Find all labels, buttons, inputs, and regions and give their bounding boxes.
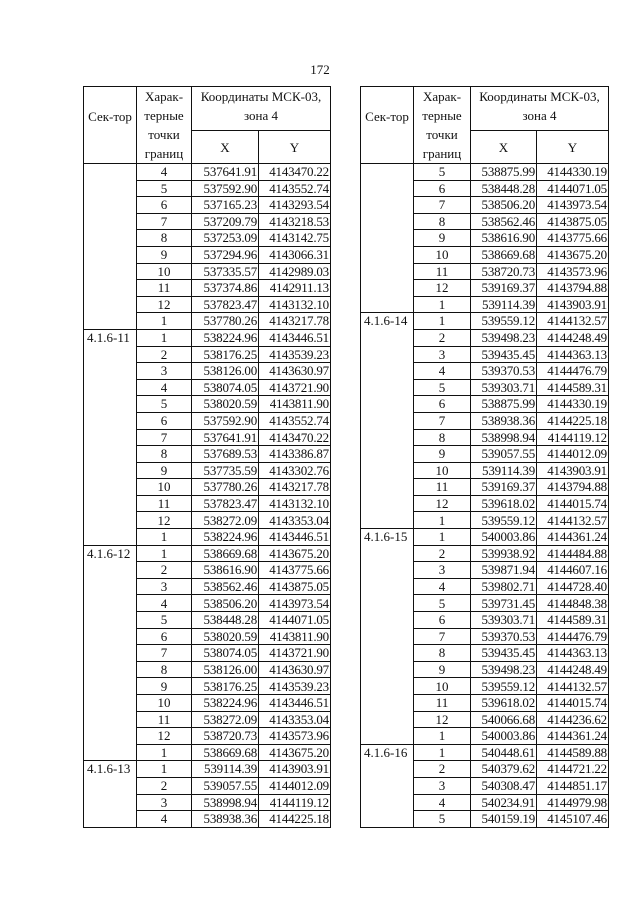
y-coordinate-cell: 4143353.04 <box>259 512 331 529</box>
point-number-cell: 6 <box>414 612 471 629</box>
point-number-cell: 8 <box>414 429 471 446</box>
y-coordinate-cell: 4144132.57 <box>537 678 609 695</box>
y-coordinate-cell: 4143470.22 <box>259 164 331 181</box>
x-coordinate-cell: 539498.23 <box>471 329 537 346</box>
y-coordinate-cell: 4143903.91 <box>259 761 331 778</box>
x-coordinate-cell: 540234.91 <box>471 794 537 811</box>
x-coordinate-cell: 538272.09 <box>192 711 259 728</box>
sector-cell: 4.1.6-12 <box>84 545 137 761</box>
point-number-cell: 4 <box>137 379 192 396</box>
x-coordinate-cell: 538074.05 <box>192 379 259 396</box>
x-coordinate-cell: 537253.09 <box>192 230 259 247</box>
point-number-cell: 1 <box>137 761 192 778</box>
point-number-cell: 4 <box>137 811 192 828</box>
x-coordinate-cell: 537165.23 <box>192 197 259 214</box>
point-number-cell: 2 <box>137 777 192 794</box>
y-coordinate-cell: 4143630.97 <box>259 363 331 380</box>
x-coordinate-cell: 537294.96 <box>192 246 259 263</box>
point-number-cell: 1 <box>414 744 471 761</box>
point-number-cell: 1 <box>137 529 192 546</box>
point-number-cell: 5 <box>137 180 192 197</box>
point-number-cell: 2 <box>414 329 471 346</box>
x-coordinate-cell: 539114.39 <box>192 761 259 778</box>
point-number-cell: 2 <box>137 346 192 363</box>
point-number-cell: 10 <box>137 479 192 496</box>
y-coordinate-cell: 4143794.88 <box>537 280 609 297</box>
y-coordinate-cell: 4144728.40 <box>537 578 609 595</box>
x-coordinate-cell: 539618.02 <box>471 695 537 712</box>
x-coordinate-cell: 539370.53 <box>471 363 537 380</box>
y-coordinate-cell: 4144012.09 <box>537 446 609 463</box>
y-coordinate-cell: 4143903.91 <box>537 296 609 313</box>
point-number-cell: 12 <box>414 280 471 297</box>
point-number-cell: 5 <box>414 164 471 181</box>
points-header: Харак-терные точки границ <box>414 87 471 164</box>
x-coordinate-cell: 537209.79 <box>192 213 259 230</box>
y-coordinate-cell: 4144132.57 <box>537 512 609 529</box>
x-coordinate-cell: 538126.00 <box>192 661 259 678</box>
table-row <box>84 164 331 181</box>
y-coordinate-cell: 4143721.90 <box>259 379 331 396</box>
y-coordinate-cell: 4143293.54 <box>259 197 331 214</box>
x-coordinate-cell: 537780.26 <box>192 313 259 330</box>
y-header: Y <box>259 131 331 164</box>
point-number-cell: 5 <box>414 379 471 396</box>
point-number-cell: 2 <box>414 761 471 778</box>
x-coordinate-cell: 539498.23 <box>471 661 537 678</box>
x-coordinate-cell: 539169.37 <box>471 280 537 297</box>
x-coordinate-cell: 539871.94 <box>471 562 537 579</box>
y-coordinate-cell: 4144071.05 <box>537 180 609 197</box>
x-coordinate-cell: 538272.09 <box>192 512 259 529</box>
y-coordinate-cell: 4143142.75 <box>259 230 331 247</box>
x-coordinate-cell: 538669.68 <box>471 246 537 263</box>
coordinates-header: Координаты МСК-03, зона 4 <box>471 87 609 131</box>
x-coordinate-cell: 539057.55 <box>192 777 259 794</box>
x-coordinate-cell: 539435.45 <box>471 346 537 363</box>
point-number-cell: 9 <box>414 230 471 247</box>
x-coordinate-cell: 539435.45 <box>471 645 537 662</box>
sector-cell: 4.1.6-16 <box>361 744 414 827</box>
y-coordinate-cell: 4143675.20 <box>537 246 609 263</box>
point-number-cell: 1 <box>414 296 471 313</box>
point-number-cell: 10 <box>414 678 471 695</box>
point-number-cell: 10 <box>414 462 471 479</box>
sector-cell: 4.1.6-14 <box>361 313 414 529</box>
point-number-cell: 1 <box>137 744 192 761</box>
x-coordinate-cell: 539559.12 <box>471 678 537 695</box>
x-coordinate-cell: 537735.59 <box>192 462 259 479</box>
x-coordinate-cell: 537823.47 <box>192 296 259 313</box>
point-number-cell: 3 <box>414 562 471 579</box>
y-coordinate-cell: 4143875.05 <box>537 213 609 230</box>
point-number-cell: 7 <box>137 645 192 662</box>
x-coordinate-cell: 540308.47 <box>471 777 537 794</box>
y-coordinate-cell: 4144132.57 <box>537 313 609 330</box>
x-coordinate-cell: 537592.90 <box>192 180 259 197</box>
y-coordinate-cell: 4144330.19 <box>537 164 609 181</box>
y-coordinate-cell: 4143811.90 <box>259 396 331 413</box>
x-coordinate-cell: 540003.86 <box>471 529 537 546</box>
left-table-body <box>84 164 331 828</box>
x-coordinate-cell: 537374.86 <box>192 280 259 297</box>
y-coordinate-cell: 4143132.10 <box>259 296 331 313</box>
y-coordinate-cell: 4143675.20 <box>259 744 331 761</box>
x-coordinate-cell: 538126.00 <box>192 363 259 380</box>
x-coordinate-cell: 539618.02 <box>471 495 537 512</box>
sector-cell <box>361 164 414 313</box>
y-coordinate-cell: 4144015.74 <box>537 495 609 512</box>
point-number-cell: 1 <box>137 329 192 346</box>
x-coordinate-cell: 538176.25 <box>192 346 259 363</box>
point-number-cell: 7 <box>137 213 192 230</box>
x-coordinate-cell: 540003.86 <box>471 728 537 745</box>
y-coordinate-cell: 4143470.22 <box>259 429 331 446</box>
y-coordinate-cell: 4143446.51 <box>259 695 331 712</box>
y-coordinate-cell: 4143573.96 <box>537 263 609 280</box>
point-number-cell: 11 <box>414 479 471 496</box>
y-coordinate-cell: 4143794.88 <box>537 479 609 496</box>
point-number-cell: 5 <box>414 595 471 612</box>
point-number-cell: 12 <box>414 495 471 512</box>
y-coordinate-cell: 4143973.54 <box>259 595 331 612</box>
sector-cell: 4.1.6-13 <box>84 761 137 827</box>
point-number-cell: 4 <box>414 363 471 380</box>
point-number-cell: 11 <box>137 280 192 297</box>
x-header: X <box>192 131 259 164</box>
point-number-cell: 1 <box>137 313 192 330</box>
y-coordinate-cell: 4144248.49 <box>537 661 609 678</box>
point-number-cell: 5 <box>414 811 471 828</box>
y-coordinate-cell: 4144361.24 <box>537 529 609 546</box>
y-coordinate-cell: 4144589.31 <box>537 379 609 396</box>
point-number-cell: 1 <box>414 529 471 546</box>
sector-cell: 4.1.6-11 <box>84 329 137 545</box>
x-coordinate-cell: 540448.61 <box>471 744 537 761</box>
table-row <box>361 164 609 181</box>
point-number-cell: 12 <box>137 728 192 745</box>
point-number-cell: 9 <box>137 678 192 695</box>
table-row <box>84 761 331 778</box>
y-coordinate-cell: 4144012.09 <box>259 777 331 794</box>
y-coordinate-cell: 4144363.13 <box>537 645 609 662</box>
x-coordinate-cell: 539559.12 <box>471 512 537 529</box>
point-number-cell: 5 <box>137 396 192 413</box>
y-coordinate-cell: 4143446.51 <box>259 329 331 346</box>
point-number-cell: 4 <box>137 164 192 181</box>
x-coordinate-cell: 538875.99 <box>471 164 537 181</box>
point-number-cell: 4 <box>137 595 192 612</box>
point-number-cell: 6 <box>137 628 192 645</box>
x-coordinate-cell: 540066.68 <box>471 711 537 728</box>
x-coordinate-cell: 538562.46 <box>192 578 259 595</box>
sector-header: Сек-тор <box>361 87 414 164</box>
x-coordinate-cell: 538562.46 <box>471 213 537 230</box>
x-coordinate-cell: 538448.28 <box>471 180 537 197</box>
x-coordinate-cell: 538506.20 <box>192 595 259 612</box>
table-row <box>361 744 609 761</box>
x-coordinate-cell: 538506.20 <box>471 197 537 214</box>
point-number-cell: 8 <box>137 446 192 463</box>
y-coordinate-cell: 4143217.78 <box>259 313 331 330</box>
point-number-cell: 3 <box>414 346 471 363</box>
y-coordinate-cell: 4143552.74 <box>259 180 331 197</box>
y-coordinate-cell: 4144225.18 <box>537 412 609 429</box>
y-coordinate-cell: 4143218.53 <box>259 213 331 230</box>
right-coordinates-table <box>360 86 609 828</box>
x-coordinate-cell: 540379.62 <box>471 761 537 778</box>
x-coordinate-cell: 538176.25 <box>192 678 259 695</box>
y-coordinate-cell: 4144476.79 <box>537 628 609 645</box>
y-coordinate-cell: 4143875.05 <box>259 578 331 595</box>
y-coordinate-cell: 4144484.88 <box>537 545 609 562</box>
x-coordinate-cell: 539057.55 <box>471 446 537 463</box>
table-row <box>84 329 331 346</box>
y-coordinate-cell: 4143775.66 <box>259 562 331 579</box>
x-coordinate-cell: 538616.90 <box>471 230 537 247</box>
x-coordinate-cell: 538998.94 <box>192 794 259 811</box>
point-number-cell: 11 <box>137 711 192 728</box>
point-number-cell: 9 <box>137 462 192 479</box>
y-coordinate-cell: 4144589.31 <box>537 612 609 629</box>
point-number-cell: 12 <box>414 711 471 728</box>
x-coordinate-cell: 539370.53 <box>471 628 537 645</box>
table-row <box>84 545 331 562</box>
point-number-cell: 6 <box>137 197 192 214</box>
x-coordinate-cell: 539114.39 <box>471 462 537 479</box>
x-coordinate-cell: 538875.99 <box>471 396 537 413</box>
point-number-cell: 9 <box>137 246 192 263</box>
point-number-cell: 1 <box>414 313 471 330</box>
x-coordinate-cell: 538938.36 <box>471 412 537 429</box>
y-coordinate-cell: 4145107.46 <box>537 811 609 828</box>
point-number-cell: 11 <box>414 695 471 712</box>
point-number-cell: 12 <box>137 512 192 529</box>
point-number-cell: 7 <box>137 429 192 446</box>
x-coordinate-cell: 538720.73 <box>192 728 259 745</box>
x-coordinate-cell: 539559.12 <box>471 313 537 330</box>
y-coordinate-cell: 4143721.90 <box>259 645 331 662</box>
table-row <box>361 529 609 546</box>
point-number-cell: 4 <box>414 794 471 811</box>
point-number-cell: 8 <box>414 213 471 230</box>
x-coordinate-cell: 537689.53 <box>192 446 259 463</box>
x-coordinate-cell: 537780.26 <box>192 479 259 496</box>
y-coordinate-cell: 4143066.31 <box>259 246 331 263</box>
point-number-cell: 10 <box>137 695 192 712</box>
x-header: X <box>471 131 537 164</box>
y-coordinate-cell: 4143386.87 <box>259 446 331 463</box>
point-number-cell: 9 <box>414 446 471 463</box>
sector-cell: 4.1.6-15 <box>361 529 414 745</box>
right-table-body <box>361 164 609 828</box>
page-number: 172 <box>310 62 330 77</box>
y-coordinate-cell: 4144248.49 <box>537 329 609 346</box>
x-coordinate-cell: 539303.71 <box>471 379 537 396</box>
x-coordinate-cell: 538669.68 <box>192 545 259 562</box>
points-header: Харак-терные точки границ <box>137 87 192 164</box>
point-number-cell: 5 <box>137 612 192 629</box>
y-coordinate-cell: 4144330.19 <box>537 396 609 413</box>
point-number-cell: 2 <box>414 545 471 562</box>
point-number-cell: 4 <box>414 578 471 595</box>
y-coordinate-cell: 4143446.51 <box>259 529 331 546</box>
point-number-cell: 10 <box>137 263 192 280</box>
y-coordinate-cell: 4144119.12 <box>537 429 609 446</box>
point-number-cell: 6 <box>414 180 471 197</box>
y-coordinate-cell: 4143132.10 <box>259 495 331 512</box>
point-number-cell: 3 <box>137 578 192 595</box>
point-number-cell: 7 <box>414 412 471 429</box>
y-coordinate-cell: 4143353.04 <box>259 711 331 728</box>
x-coordinate-cell: 538020.59 <box>192 628 259 645</box>
y-coordinate-cell: 4143302.76 <box>259 462 331 479</box>
point-number-cell: 12 <box>137 296 192 313</box>
y-coordinate-cell: 4144071.05 <box>259 612 331 629</box>
left-coordinates-table <box>83 86 331 828</box>
point-number-cell: 1 <box>414 512 471 529</box>
y-coordinate-cell: 4144236.62 <box>537 711 609 728</box>
y-coordinate-cell: 4144721.22 <box>537 761 609 778</box>
point-number-cell: 11 <box>137 495 192 512</box>
point-number-cell: 8 <box>137 661 192 678</box>
coordinates-header: Координаты МСК-03, зона 4 <box>192 87 331 131</box>
point-number-cell: 8 <box>137 230 192 247</box>
x-coordinate-cell: 538448.28 <box>192 612 259 629</box>
y-coordinate-cell: 4143573.96 <box>259 728 331 745</box>
point-number-cell: 11 <box>414 263 471 280</box>
point-number-cell: 1 <box>414 728 471 745</box>
y-coordinate-cell: 4144979.98 <box>537 794 609 811</box>
x-coordinate-cell: 538998.94 <box>471 429 537 446</box>
y-coordinate-cell: 4144851.17 <box>537 777 609 794</box>
y-coordinate-cell: 4144361.24 <box>537 728 609 745</box>
table-row <box>361 313 609 330</box>
y-coordinate-cell: 4144119.12 <box>259 794 331 811</box>
y-coordinate-cell: 4144476.79 <box>537 363 609 380</box>
y-coordinate-cell: 4143630.97 <box>259 661 331 678</box>
y-header: Y <box>537 131 609 164</box>
x-coordinate-cell: 537641.91 <box>192 429 259 446</box>
y-coordinate-cell: 4143217.78 <box>259 479 331 496</box>
point-number-cell: 7 <box>414 628 471 645</box>
x-coordinate-cell: 538224.96 <box>192 695 259 712</box>
x-coordinate-cell: 538020.59 <box>192 396 259 413</box>
point-number-cell: 10 <box>414 246 471 263</box>
x-coordinate-cell: 540159.19 <box>471 811 537 828</box>
x-coordinate-cell: 539938.92 <box>471 545 537 562</box>
y-coordinate-cell: 4143973.54 <box>537 197 609 214</box>
x-coordinate-cell: 538616.90 <box>192 562 259 579</box>
x-coordinate-cell: 539802.71 <box>471 578 537 595</box>
y-coordinate-cell: 4144589.88 <box>537 744 609 761</box>
x-coordinate-cell: 537641.91 <box>192 164 259 181</box>
sector-header: Сек-тор <box>84 87 137 164</box>
point-number-cell: 7 <box>414 197 471 214</box>
point-number-cell: 8 <box>414 645 471 662</box>
x-coordinate-cell: 539731.45 <box>471 595 537 612</box>
y-coordinate-cell: 4143903.91 <box>537 462 609 479</box>
point-number-cell: 6 <box>137 412 192 429</box>
x-coordinate-cell: 539169.37 <box>471 479 537 496</box>
y-coordinate-cell: 4144848.38 <box>537 595 609 612</box>
x-coordinate-cell: 538224.96 <box>192 529 259 546</box>
sector-cell <box>84 164 137 330</box>
y-coordinate-cell: 4143811.90 <box>259 628 331 645</box>
point-number-cell: 3 <box>137 363 192 380</box>
x-coordinate-cell: 537335.57 <box>192 263 259 280</box>
x-coordinate-cell: 538669.68 <box>192 744 259 761</box>
x-coordinate-cell: 538938.36 <box>192 811 259 828</box>
y-coordinate-cell: 4144225.18 <box>259 811 331 828</box>
y-coordinate-cell: 4143539.23 <box>259 346 331 363</box>
y-coordinate-cell: 4144015.74 <box>537 695 609 712</box>
point-number-cell: 2 <box>137 562 192 579</box>
x-coordinate-cell: 537592.90 <box>192 412 259 429</box>
point-number-cell: 1 <box>137 545 192 562</box>
point-number-cell: 3 <box>137 794 192 811</box>
point-number-cell: 3 <box>414 777 471 794</box>
y-coordinate-cell: 4143539.23 <box>259 678 331 695</box>
y-coordinate-cell: 4143775.66 <box>537 230 609 247</box>
x-coordinate-cell: 539114.39 <box>471 296 537 313</box>
x-coordinate-cell: 537823.47 <box>192 495 259 512</box>
x-coordinate-cell: 539303.71 <box>471 612 537 629</box>
point-number-cell: 6 <box>414 396 471 413</box>
x-coordinate-cell: 538074.05 <box>192 645 259 662</box>
x-coordinate-cell: 538224.96 <box>192 329 259 346</box>
y-coordinate-cell: 4142989.03 <box>259 263 331 280</box>
y-coordinate-cell: 4143675.20 <box>259 545 331 562</box>
x-coordinate-cell: 538720.73 <box>471 263 537 280</box>
point-number-cell: 9 <box>414 661 471 678</box>
y-coordinate-cell: 4144363.13 <box>537 346 609 363</box>
y-coordinate-cell: 4144607.16 <box>537 562 609 579</box>
y-coordinate-cell: 4143552.74 <box>259 412 331 429</box>
y-coordinate-cell: 4142911.13 <box>259 280 331 297</box>
